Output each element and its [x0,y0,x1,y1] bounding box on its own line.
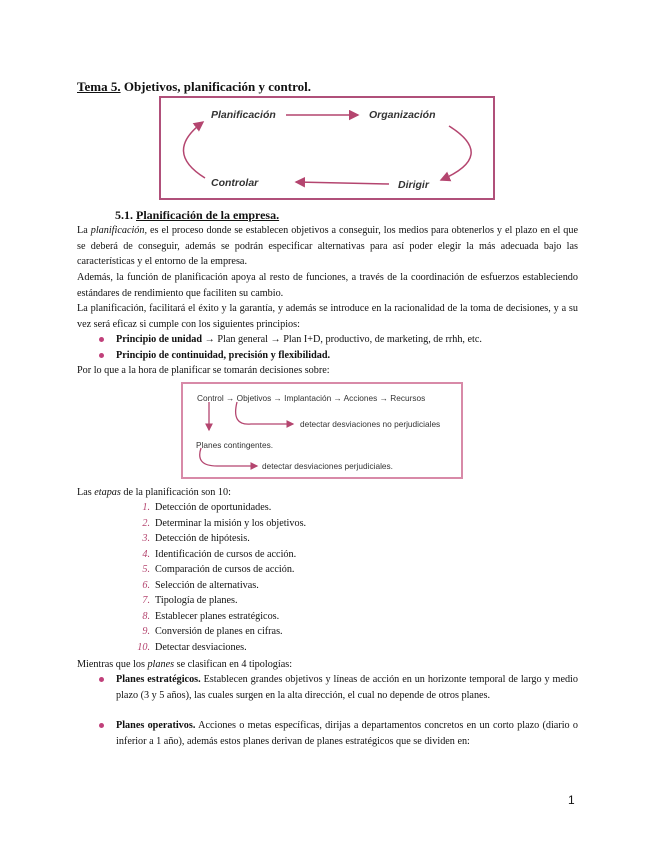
stages-intro: Las etapas de la planificación son 10: [77,487,231,498]
stage-item: Comparación de cursos de acción. [155,564,295,575]
stage-number: 10. [137,641,150,653]
plan-item: Planes operativos. Acciones o metas específicas, dirijas a departamentos concretos en un corto plazo (diario o inferior a 1 año), además estos planes derivan de planes estratégicos que se dividen en: [116,720,578,747]
stage-number: 3. [142,533,150,544]
page-number: 1 [568,793,575,807]
cycle-arrows [159,96,495,200]
contingency-plans: Planes contingentes. [196,440,274,450]
stage-number: 2. [142,517,150,529]
page-title [77,79,311,95]
title-label: Tema 5. [77,79,121,94]
stage-number: 1. [142,502,150,513]
paragraph-principles-intro: La planificación, facilitará el éxito y la garantía, y además se introduce en la racionalidad de la toma de decisiones, y a su vez será eficaz si cumple con los siguientes principios: [77,303,578,330]
stage-number: 8. [142,610,150,622]
stage-item: Tipología de planes. [155,595,238,606]
emphasis: planificación, [90,225,148,236]
node-controlar: Controlar [211,177,259,189]
paragraph-function: Además, la función de planificación apoya al resto de funciones, a través de la coordinación de esfuerzos estableciendo estándares de rendimiento que faciliten su cambio. [77,272,578,299]
stage-number: 9. [142,626,150,637]
stage-item: Selección de alternativas. [155,579,259,591]
paragraph-decisions: Por lo que a la hora de planificar se tomarán decisiones sobre: [77,365,330,376]
stage-number: 7. [142,595,150,606]
node-planificacion: Planificación [211,109,276,121]
stage-item: Conversión de planes en cifras. [155,626,283,637]
principle-item: Principio de unidad → Plan general → Plan I+D, productivo, de marketing, de rrhh, etc. [116,334,482,345]
arrow-dir-to-ctrl [296,182,389,184]
detect-harmful: detectar desviaciones perjudiciales. [262,461,393,471]
bullet-icon [99,723,107,731]
section-heading [115,208,279,223]
section-title: Planificación de la empresa. [136,208,280,222]
bullet-icon [99,677,107,685]
title-text: Objetivos, planificación y control. [120,79,312,94]
stage-item: Detección de hipótesis. [155,533,250,544]
paragraph-definition: La planificación, es el proceso donde se establecen objetivos a conseguir, los medios para obtenerlos y el plazo en el que se deberá de conseguir, además se podrán especificar alternativas para así poder elegir la más adecuada bajo las características y el entorno de la empresa. [77,225,578,267]
stage-item: Detectar desviaciones. [155,641,247,653]
control-chain: Control → Objetivos → Implantación → Acciones → Recursos [197,393,426,403]
section-number: 5.1. [115,208,133,222]
detect-non-harmful: detectar desviaciones no perjudiciales [300,419,441,429]
plan-item: Planes estratégicos. Establecen grandes objetivos y líneas de acción en un horizonte temporal de largo y medio plazo (3 y 5 años), las cuales surgen en la alta dirección, el cual no depende de otros planes. [116,674,578,701]
arrow-ctrl-to-plan [183,122,205,178]
arrow-org-to-dir [441,126,471,180]
stage-item: Establecer planes estratégicos. [155,610,280,622]
stage-item: Identificación de cursos de acción. [155,548,297,560]
stage-number: 6. [142,579,150,591]
stage-number: 4. [142,548,150,560]
principle-item: Principio de continuidad, precisión y flexibilidad. [116,350,331,361]
node-organizacion: Organización [369,109,436,121]
bullet-icon [99,337,107,345]
bullet-icon [99,353,107,361]
plans-intro: Mientras que los planes se clasifican en 4 tipologías: [77,659,293,670]
stage-item: Detección de oportunidades. [155,502,272,513]
node-dirigir: Dirigir [398,179,429,191]
stage-item: Determinar la misión y los objetivos. [155,517,307,529]
stage-number: 5. [142,564,150,575]
